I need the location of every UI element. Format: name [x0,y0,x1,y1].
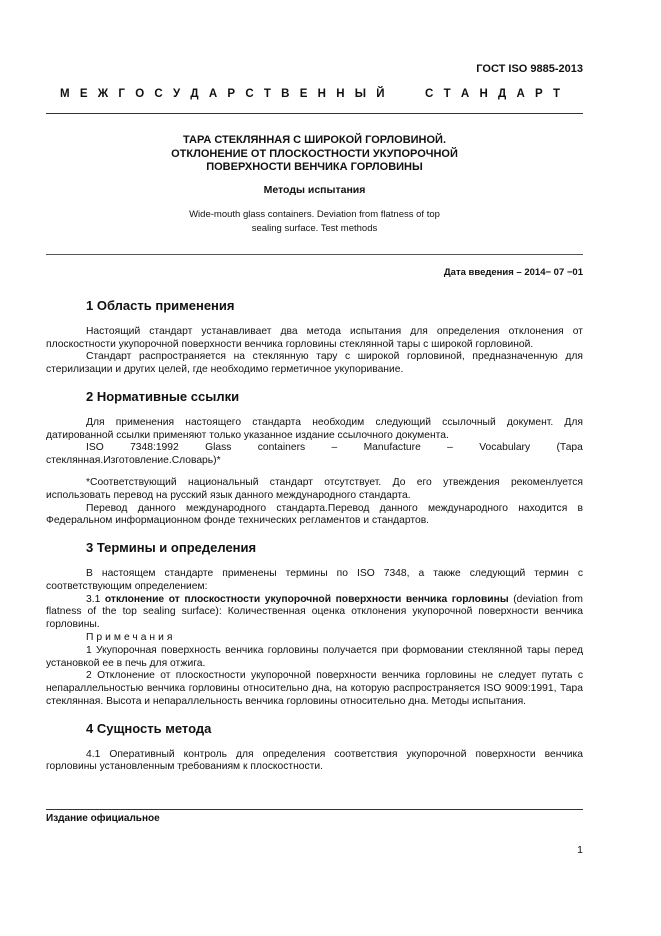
banner-letter: В [281,88,290,100]
document-title [46,134,583,175]
title-divider [46,254,583,255]
paragraph: В настоящем стандарте применены термины по ISO 7348, а также следующий термин с соответствующим определением: [46,567,583,592]
banner-letter: С [425,88,434,100]
reference-word: ISO [86,442,104,454]
section-heading: 2 Нормативные ссылки [86,388,240,404]
banner-letter: А [516,88,525,100]
reference-word: – [331,442,338,454]
footnote: *Соответствующий национальный стандарт отсутствует. До его утвеждения рекоменлуется использовать перевод на русский язык данного международного стандарта. [46,476,583,501]
paragraph: Для применения настоящего стандарта необходим следующий ссылочный документ. Для датированной ссылки применяют только указанное издание ссылочного документа. [46,416,583,441]
reference-word: 7348:1992 [130,442,179,454]
notes-heading: Примечания [86,631,176,643]
reference-word: Vocabulary [479,442,531,454]
reference-word: (Тара [556,442,583,454]
english-title-line: sealing surface. Test methods [251,223,378,234]
banner-letter: С [245,88,254,100]
note: 2 Отклонение от плоскостности укупорочной поверхности венчика горловины не следует путать с непараллельностью венчика горловины относительно дна, на которую распространяется ISO 9009:1991, Тара стеклянная. Высота и непараллельность венчика горловины относительно дна. Методы испытания. [46,670,583,707]
title-line: ТАРА СТЕКЛЯННАЯ С ШИРОКОЙ ГОРЛОВИНОЙ. [182,134,447,146]
term-definition [46,594,583,632]
banner-letter: Д [498,88,507,100]
note: 1 Укупорочная поверхность венчика горловины получается при формовании стеклянной тары перед установкой ее в печь для отжига. [46,644,583,669]
banner-gap [395,88,415,100]
methods-subtitle: Методы испытания [263,184,366,196]
reference-word: Glass [205,442,232,454]
edition-label: Издание официальное [46,813,160,824]
banner-letter: Н [479,88,488,100]
footer-divider [46,809,583,810]
title-line: ОТКЛОНЕНИЕ ОТ ПЛОСКОСТНОСТИ УКУПОРОЧНОЙ [171,147,458,160]
banner-letter: Т [443,88,451,100]
english-title-line: Wide-mouth glass containers. Deviation from flatness of top [189,209,440,220]
reference-word: – [447,442,453,454]
section-heading: 4 Сущность метода [86,720,212,736]
effective-date: Дата введения – 2014− 07 −01 [443,267,583,278]
banner-letter: Р [535,88,543,100]
paragraph: Перевод данного международного стандарта.Перевод данного международного находится в Федеральном информационном фонде технических регламентов и стандартов. [46,502,583,527]
banner-letter: Р [227,88,236,100]
paragraph: Настоящий стандарт устанавливает два метода испытания для определения отклонения от плоскостности укупорочной поверхности венчика горловины стеклянной тары с широкой горловиной. [46,325,583,350]
paragraph: стеклянная.Изготовление.Словарь)* [46,455,221,467]
banner-letter: Ж [97,88,109,100]
gost-code: ГОСТ ISO 9885-2013 [476,63,583,75]
banner-letter: О [135,88,145,100]
banner-letter: Й [376,88,385,100]
banner-letter: Т [263,88,271,100]
paragraph: Стандарт распространяется на стеклянную тару с широкой горловиной, предназначенную для стерилизации и других целей, где необходимо герметичное укупоривание. [46,351,583,376]
title-line: ПОВЕРХНОСТИ ВЕНЧИКА ГОРЛОВИНЫ [206,161,423,173]
normative-reference [46,442,583,455]
banner-letter: Е [79,88,88,100]
page-number: 1 [577,844,583,856]
banner-letter: А [460,88,470,100]
reference-word: Manufacture [363,442,421,454]
section-heading: 1 Область применения [86,298,235,313]
banner-letter: Е [299,88,308,100]
section-heading: 3 Термины и определения [86,540,257,556]
document-body [46,300,583,774]
banner-letter: Н [336,88,345,100]
reference-word: containers [257,442,306,454]
banner-letter: Т [552,88,560,100]
term-number: 3.1 [86,593,105,605]
paragraph: 4.1 Оперативный контроль для определения соответствия укупорочной поверхности венчика горловины установленным требованиям к плоскостности. [46,748,583,773]
english-title [46,208,583,236]
top-divider [46,113,583,114]
term-text: (deviation from flatness of the top sealing surface): Количественная оценка отклонения укупорочной поверхности венчика горловины. [46,593,583,631]
banner-letter: Н [317,88,326,100]
term-name: отклонение от плоскостности укупорочной поверхности венчика горловины [104,593,509,605]
banner-letter: У [172,88,181,100]
interstate-standard-banner [60,88,560,100]
banner-letter: Д [190,88,199,100]
banner-letter: С [154,88,163,100]
banner-letter: М [60,88,70,100]
banner-letter: Г [118,88,125,100]
banner-letter: Ы [354,88,367,100]
banner-letter: А [208,88,218,100]
